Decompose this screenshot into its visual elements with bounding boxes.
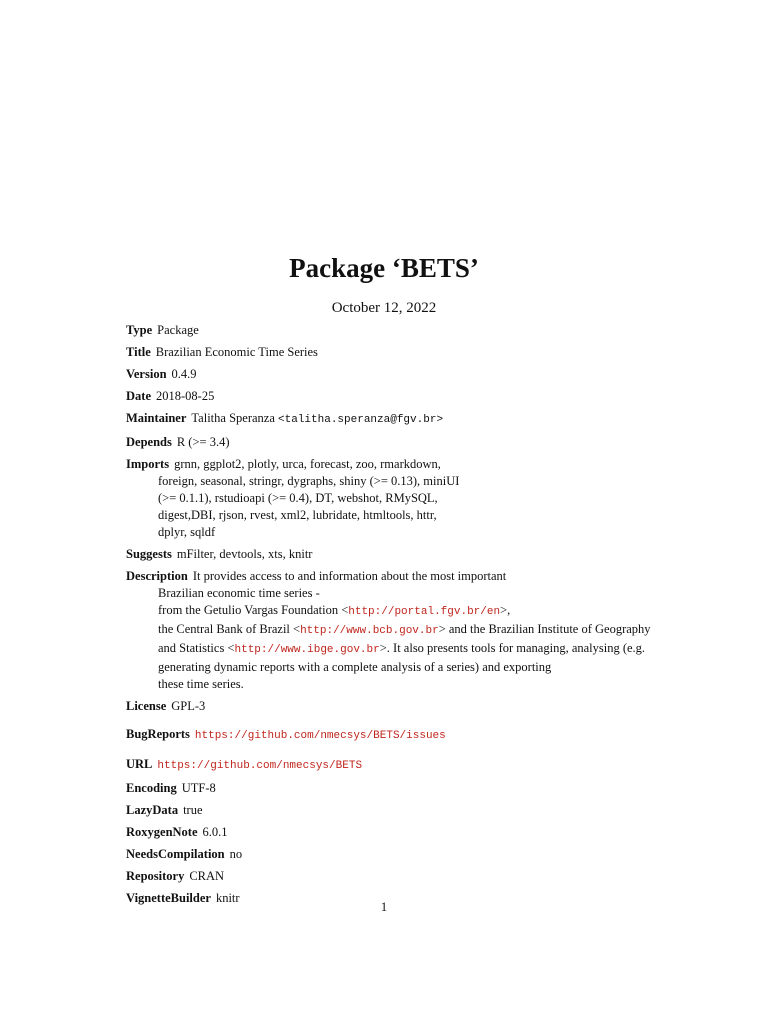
field-key: Imports: [126, 457, 170, 471]
field-value: 2018-08-25: [156, 389, 215, 403]
package-date: October 12, 2022: [331, 300, 437, 316]
field-url: [126, 756, 656, 775]
field-maintainer: [126, 410, 656, 429]
description-line: [126, 621, 656, 640]
imports-line: grnn, ggplot2, plotly, urca, forecast, zoo, rmarkdown,: [174, 457, 441, 471]
field-needscompilation: [126, 846, 656, 863]
field-value: 6.0.1: [202, 825, 228, 839]
field-key: Depends: [126, 435, 172, 449]
field-license: [126, 698, 656, 715]
description-text: > and the Brazilian Institute of Geography: [438, 622, 651, 636]
field-depends: [126, 434, 656, 451]
field-key: Date: [126, 389, 151, 403]
maintainer-name: Talitha Speranza: [191, 411, 275, 425]
imports-line: (>= 0.1.1), rstudioapi (>= 0.4), DT, webshot, RMySQL,: [158, 491, 438, 505]
description-line: It provides access to and information about the most important: [192, 569, 507, 583]
field-key: URL: [126, 757, 153, 771]
imports-line: digest,DBI, rjson, rvest, xml2, lubridate, htmltools, httr,: [158, 508, 437, 522]
description-line: [126, 640, 656, 659]
field-key: Description: [126, 569, 188, 583]
field-key: Version: [126, 367, 167, 381]
field-value: GPL-3: [171, 699, 206, 713]
description-text: the Central Bank of Brazil <: [158, 622, 301, 636]
field-value: knitr: [215, 891, 240, 905]
field-key: BugReports: [126, 727, 190, 741]
bugreports-link[interactable]: https://github.com/nmecsys/BETS/issues: [194, 730, 446, 742]
description-fields: [126, 322, 656, 912]
field-suggests: [126, 546, 656, 563]
field-imports: [126, 456, 656, 541]
field-key: Type: [126, 323, 153, 337]
description-text: from the Getulio Vargas Foundation <: [158, 603, 349, 617]
url-link[interactable]: https://github.com/nmecsys/BETS: [157, 760, 363, 772]
field-repository: [126, 868, 656, 885]
bcb-link[interactable]: http://www.bcb.gov.br: [300, 625, 439, 637]
description-text: >. It also presents tools for managing, analysing (e.g.: [379, 641, 646, 655]
description-line: Brazilian economic time series -: [158, 586, 320, 600]
field-date: [126, 388, 656, 405]
field-key: Suggests: [126, 547, 172, 561]
field-key: Repository: [126, 869, 185, 883]
field-value: Package: [157, 323, 199, 337]
package-title: Package ‘BETS’: [289, 253, 479, 283]
field-value: mFilter, devtools, xts, knitr: [176, 547, 313, 561]
field-key: RoxygenNote: [126, 825, 198, 839]
field-key: LazyData: [126, 803, 179, 817]
field-key: Encoding: [126, 781, 177, 795]
field-key: Title: [126, 345, 151, 359]
field-value: UTF-8: [181, 781, 216, 795]
field-value: 0.4.9: [171, 367, 197, 381]
field-bugreports: [126, 726, 656, 745]
field-value: R (>= 3.4): [176, 435, 230, 449]
imports-line: dplyr, sqldf: [158, 525, 216, 539]
description-text: and Statistics <: [158, 641, 235, 655]
field-value: Brazilian Economic Time Series: [155, 345, 318, 359]
imports-line: foreign, seasonal, stringr, dygraphs, shiny (>= 0.13), miniUI: [158, 474, 460, 488]
field-value: CRAN: [189, 869, 225, 883]
field-key: License: [126, 699, 167, 713]
field-key: VignetteBuilder: [126, 891, 211, 905]
page-number: 1: [380, 900, 388, 914]
field-encoding: [126, 780, 656, 797]
ibge-link[interactable]: http://www.ibge.gov.br: [234, 644, 380, 656]
maintainer-email[interactable]: <talitha.speranza@fgv.br>: [278, 414, 444, 426]
field-lazydata: [126, 802, 656, 819]
description-line: [126, 602, 656, 621]
field-roxygennote: [126, 824, 656, 841]
field-type: [126, 322, 656, 339]
field-value: no: [229, 847, 243, 861]
description-text: >,: [500, 603, 511, 617]
field-key: NeedsCompilation: [126, 847, 225, 861]
field-key: Maintainer: [126, 411, 187, 425]
description-line: generating dynamic reports with a complete analysis of a series) and exporting: [158, 660, 552, 674]
fgv-link[interactable]: http://portal.fgv.br/en: [348, 606, 501, 618]
field-value: true: [183, 803, 203, 817]
field-title: [126, 344, 656, 361]
field-description: [126, 568, 656, 693]
field-version: [126, 366, 656, 383]
description-line: these time series.: [158, 677, 244, 691]
